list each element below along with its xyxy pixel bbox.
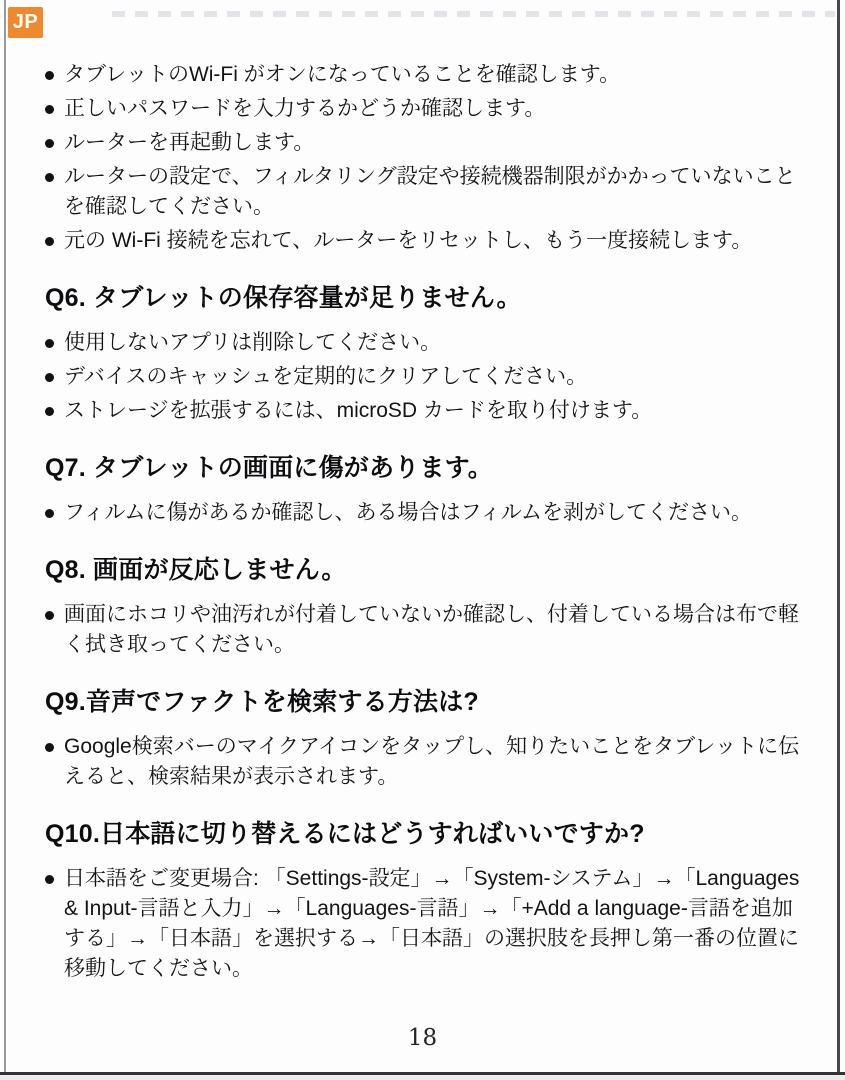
question-heading: Q10.日本語に切り替えるにはどうすればいいですか? [45, 820, 645, 848]
list-item [45, 732, 807, 792]
language-badge-jp: JP [8, 7, 43, 38]
list-item [45, 60, 807, 90]
bullet-icon [45, 373, 54, 382]
bullet-icon [45, 105, 54, 114]
bullet-text: Google検索バーのマイクアイコンをタップし、知りたいことをタブレットに伝えると、検索結果が表示されます。 [64, 735, 800, 788]
bullet-text: 日本語をご変更場合: 「Settings-設定」→「System-システム」→「Languages & Input-言語と入力」→「Languages-言語」→「+Add a language-言語を追加する」→「日本語」を選択する→「日本語」の選択肢を長押し第一番の位置に移動してください。 [64, 867, 800, 980]
bullet-icon [45, 743, 54, 752]
list-item [45, 396, 807, 426]
list-item [45, 94, 807, 124]
section-q7 [45, 452, 807, 528]
bullet-text: 画面にホコリや油汚れが付着していないか確認し、付着している場合は布で軽く拭き取ってください。 [64, 603, 799, 656]
bullet-icon [45, 407, 54, 416]
bullet-icon [45, 237, 54, 246]
bullet-icon [45, 875, 54, 884]
list-item [45, 600, 807, 660]
bullet-text: デバイスのキャッシュを定期的にクリアしてください。 [64, 365, 588, 388]
page-number: 18 [407, 1025, 438, 1051]
bullet-text: フィルムに傷があるか確認し、ある場合はフィルムを剥がしてください。 [64, 501, 752, 524]
bullet-icon [45, 611, 54, 620]
page-right-border [837, 0, 840, 1073]
question-heading: Q6. タブレットの保存容量が足りません。 [45, 284, 522, 312]
list-item [45, 328, 807, 358]
bullet-text: ルーターを再起動します。 [64, 131, 315, 154]
section-q8 [45, 554, 807, 660]
bullet-icon [45, 339, 54, 348]
section-q9 [45, 686, 807, 792]
bullet-text: ルーターの設定で、フィルタリング設定や接続機器制限がかかっていないことを確認してください。 [64, 165, 796, 218]
bullet-text: タブレットのWi-Fi がオンになっていることを確認します。 [64, 63, 621, 86]
bullet-text: 正しいパスワードを入力するかどうか確認します。 [64, 97, 546, 120]
below-page-area [0, 1075, 845, 1080]
question-heading: Q7. タブレットの画面に傷があります。 [45, 454, 493, 482]
bullet-icon [45, 71, 54, 80]
faq-content [45, 60, 807, 988]
list-item [45, 498, 807, 528]
question-heading: Q8. 画面が反応しません。 [45, 556, 347, 584]
list-item [45, 864, 807, 984]
list-item [45, 226, 807, 256]
page-left-border [4, 0, 6, 1073]
bullet-icon [45, 139, 54, 148]
section-q10 [45, 818, 807, 984]
list-item [45, 162, 807, 222]
bullet-icon [45, 173, 54, 182]
top-perforation-line [112, 11, 835, 17]
bullet-text: 使用しないアプリは削除してください。 [64, 331, 442, 354]
section-wifi-tips [45, 60, 807, 256]
list-item [45, 362, 807, 392]
list-item [45, 128, 807, 158]
bullet-text: ストレージを拡張するには、microSD カードを取り付けます。 [64, 399, 653, 422]
bullet-icon [45, 509, 54, 518]
question-heading: Q9.音声でファクトを検索する方法は? [45, 688, 479, 716]
bullet-text: 元の Wi-Fi 接続を忘れて、ルーターをリセットし、もう一度接続します。 [64, 229, 753, 252]
section-q6 [45, 282, 807, 426]
